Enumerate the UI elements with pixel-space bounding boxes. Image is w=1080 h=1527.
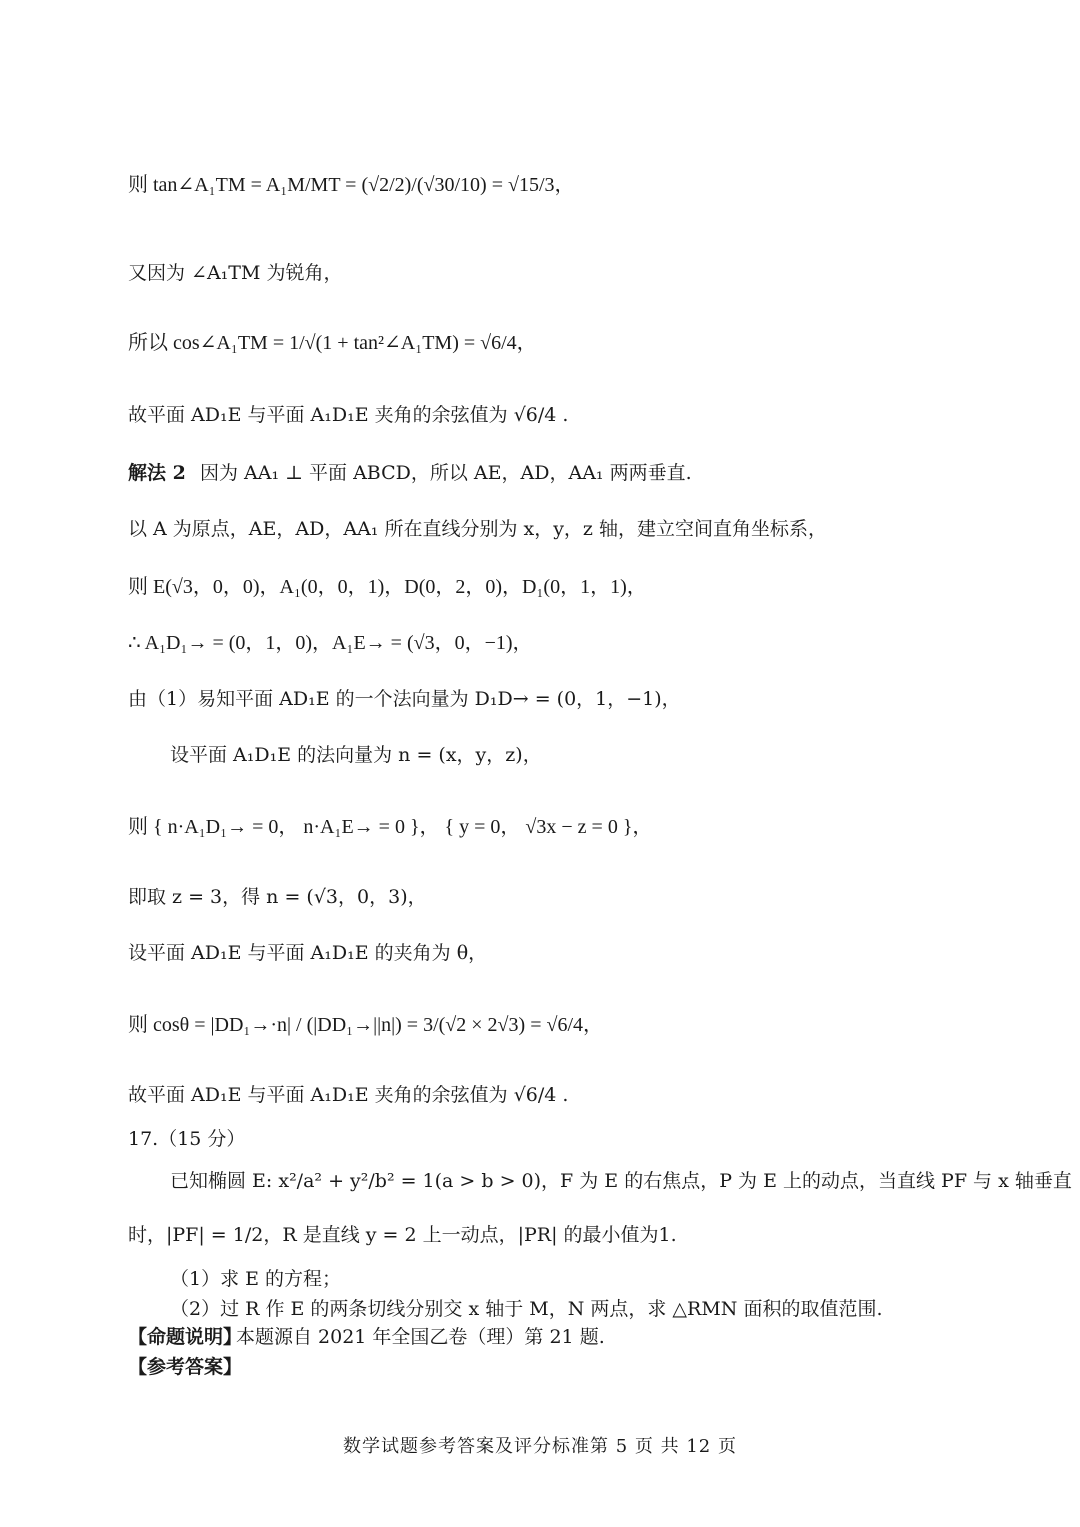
line-cos-theta: 则 cosθ = |DD₁→·n| / (|DD₁→||n|) = 3/(√2 × 2√3) = √6/4， bbox=[128, 1014, 603, 1036]
line-points: 则 E(√3，0，0)，A₁(0，0，1)，D(0，2，0)，D₁(0，1，1)， bbox=[128, 576, 647, 598]
line-conclusion-1: 故平面 AD₁E 与平面 A₁D₁E 夹角的余弦值为 √6/4 . bbox=[128, 404, 569, 426]
problem-17-statement: 已知椭圆 E: x²/a² + y²/b² = 1(a > b > 0)，F 为 E 的右焦点，P 为 E 上的动点，当直线 PF 与 x 轴垂直 bbox=[170, 1170, 1072, 1192]
problem-17-statement-cont: 时，|PF| = 1/2，R 是直线 y = 2 上一动点，|PR| 的最小值为1. bbox=[128, 1224, 677, 1246]
line-tan: 则 tan∠A₁TM = A₁M/MT = (√2/2)/(√30/10) = √15/3， bbox=[128, 174, 575, 196]
reference-answer-label: 【参考答案】 bbox=[128, 1356, 243, 1378]
problem-17-header: 17.（15 分） bbox=[128, 1128, 246, 1150]
line-vectors: ∴ A₁D₁→ = (0，1，0)，A₁E→ = (√3，0，−1)， bbox=[128, 632, 533, 654]
line-take-z: 即取 z = 3，得 n = (√3，0，3)， bbox=[128, 886, 427, 908]
line-coordinate-system: 以 A 为原点，AE，AD，AA₁ 所在直线分别为 x，y，z 轴，建立空间直角坐标系， bbox=[128, 518, 827, 540]
page-footer: 数学试题参考答案及评分标准第 5 页 共 12 页 bbox=[343, 1436, 737, 1457]
line-perpendicular: 因为 AA₁ ⊥ 平面 ABCD，所以 AE，AD，AA₁ 两两垂直. bbox=[200, 462, 692, 484]
problem-17-part-2: （2）过 R 作 E 的两条切线分别交 x 轴于 M，N 两点，求 △RMN 面积的取值范围. bbox=[170, 1298, 883, 1320]
line-normal-setup: 设平面 A₁D₁E 的法向量为 n = (x，y，z)， bbox=[170, 744, 542, 766]
line-normal-ad1e: 由（1）易知平面 AD₁E 的一个法向量为 D₁D→ = (0，1，−1)， bbox=[128, 688, 681, 710]
line-system: 则 { n·A₁D₁→ = 0， n·A₁E→ = 0 }， { y = 0， √3x − z = 0 }， bbox=[128, 816, 653, 838]
problem-17-part-1: （1）求 E 的方程； bbox=[170, 1268, 342, 1290]
line-angle-theta: 设平面 AD₁E 与平面 A₁D₁E 的夹角为 θ， bbox=[128, 942, 488, 964]
method-2-label: 解法 2 bbox=[128, 462, 186, 484]
line-conclusion-2: 故平面 AD₁E 与平面 A₁D₁E 夹角的余弦值为 √6/4 . bbox=[128, 1084, 569, 1106]
note-label: 【命题说明】 bbox=[128, 1326, 243, 1348]
line-acute: 又因为 ∠A₁TM 为锐角， bbox=[128, 262, 343, 284]
line-cos: 所以 cos∠A₁TM = 1/√(1 + tan²∠A₁TM) = √6/4， bbox=[128, 332, 537, 354]
note-text: 本题源自 2021 年全国乙卷（理）第 21 题. bbox=[236, 1326, 605, 1348]
